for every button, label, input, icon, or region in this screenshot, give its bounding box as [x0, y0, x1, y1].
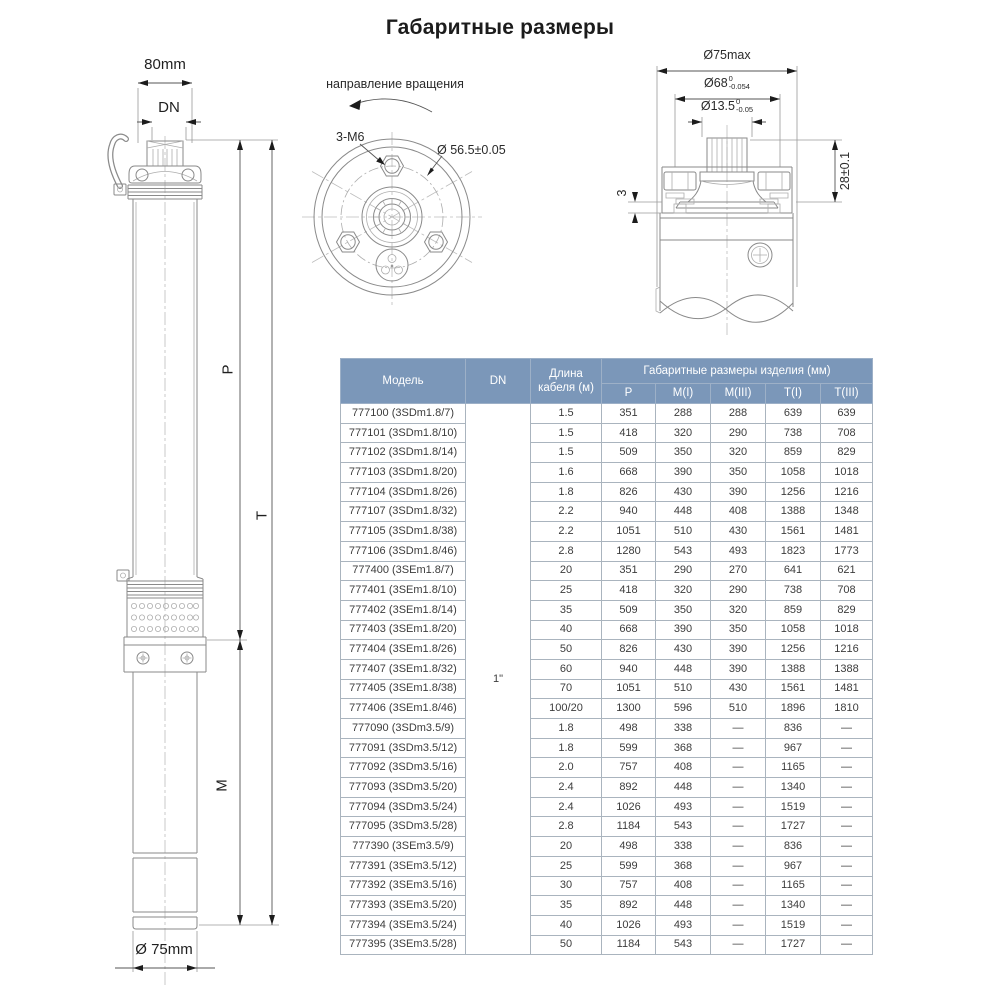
stud-bolt-right: [758, 172, 790, 213]
cell-cable: 30: [531, 876, 602, 896]
cell-p: 418: [602, 423, 656, 443]
cell-t3: 1810: [821, 699, 873, 719]
cell-t1: 1058: [766, 463, 821, 483]
cell-model: 777404 (3SEm1.8/26): [341, 640, 466, 660]
cell-m3: 290: [711, 423, 766, 443]
table-row: [341, 856, 873, 876]
cell-p: 757: [602, 758, 656, 778]
table-header-row-1: [341, 359, 873, 384]
cell-p: 892: [602, 896, 656, 916]
cell-m1: 448: [656, 502, 711, 522]
cell-cable: 40: [531, 620, 602, 640]
cell-m1: 320: [656, 581, 711, 601]
table-row: [341, 738, 873, 758]
cell-p: 1026: [602, 797, 656, 817]
table-row: [341, 699, 873, 719]
table-row: [341, 758, 873, 778]
cell-model: 777390 (3SEm3.5/9): [341, 837, 466, 857]
cell-m3: 288: [711, 404, 766, 424]
cell-m1: 510: [656, 679, 711, 699]
table-row: [341, 541, 873, 561]
cell-t1: 1388: [766, 659, 821, 679]
cell-p: 498: [602, 837, 656, 857]
cell-m3: 493: [711, 541, 766, 561]
cell-m3: 408: [711, 502, 766, 522]
cell-t3: 1018: [821, 620, 873, 640]
cell-m3: 350: [711, 463, 766, 483]
cell-model: 777393 (3SEm3.5/20): [341, 896, 466, 916]
cell-p: 668: [602, 463, 656, 483]
break-line: [660, 297, 793, 322]
cell-t1: 1561: [766, 522, 821, 542]
table-body: [341, 404, 873, 955]
cell-model: 777103 (3SDm1.8/20): [341, 463, 466, 483]
cell-t1: 1340: [766, 896, 821, 916]
table-row: [341, 443, 873, 463]
cell-t3: —: [821, 738, 873, 758]
cell-t1: 1896: [766, 699, 821, 719]
cell-t1: 967: [766, 856, 821, 876]
cell-cable: 1.8: [531, 482, 602, 502]
cell-p: 940: [602, 659, 656, 679]
cell-m1: 543: [656, 541, 711, 561]
cell-m3: 430: [711, 679, 766, 699]
cell-t1: 1388: [766, 502, 821, 522]
cell-cable: 2.2: [531, 522, 602, 542]
cell-t1: 738: [766, 423, 821, 443]
cell-model: 777107 (3SDm1.8/32): [341, 502, 466, 522]
table-row: [341, 915, 873, 935]
dim-label-m: M: [213, 779, 231, 792]
col-header-dn: DN: [466, 359, 531, 404]
cell-t3: —: [821, 817, 873, 837]
cell-model: 777394 (3SEm3.5/24): [341, 915, 466, 935]
cell-m3: 290: [711, 581, 766, 601]
table-row: [341, 581, 873, 601]
cell-t1: 1058: [766, 620, 821, 640]
cell-m3: 390: [711, 659, 766, 679]
cell-t3: 621: [821, 561, 873, 581]
cell-cable: 2.0: [531, 758, 602, 778]
cell-m3: —: [711, 935, 766, 955]
gap-3-label: 3: [615, 189, 629, 197]
cell-t1: 1256: [766, 482, 821, 502]
cell-m1: 288: [656, 404, 711, 424]
cell-model: 777102 (3SDm1.8/14): [341, 443, 466, 463]
cell-t1: 738: [766, 581, 821, 601]
cell-m1: 368: [656, 738, 711, 758]
cell-m1: 510: [656, 522, 711, 542]
cell-t3: 1348: [821, 502, 873, 522]
cell-cable: 25: [531, 581, 602, 601]
cell-cable: 100/20: [531, 699, 602, 719]
cell-cable: 35: [531, 600, 602, 620]
cell-m3: —: [711, 758, 766, 778]
table-row: [341, 463, 873, 483]
cell-p: 1026: [602, 915, 656, 935]
cell-cable: 2.4: [531, 778, 602, 798]
cell-model: 777395 (3SEm3.5/28): [341, 935, 466, 955]
cell-m3: —: [711, 797, 766, 817]
cell-m1: 408: [656, 758, 711, 778]
table-row: [341, 817, 873, 837]
cell-t3: —: [821, 719, 873, 739]
cell-m3: 270: [711, 561, 766, 581]
cell-m3: —: [711, 778, 766, 798]
table-row: [341, 837, 873, 857]
cell-t3: —: [821, 935, 873, 955]
cell-t1: 1165: [766, 758, 821, 778]
table-row: [341, 404, 873, 424]
cell-model: 777400 (3SEm1.8/7): [341, 561, 466, 581]
cell-p: 668: [602, 620, 656, 640]
cell-cable: 2.2: [531, 502, 602, 522]
cell-cable: 1.5: [531, 404, 602, 424]
cell-cable: 50: [531, 640, 602, 660]
cell-model: 777090 (3SDm3.5/9): [341, 719, 466, 739]
dia-68-value: Ø68: [704, 75, 728, 90]
cell-p: 1051: [602, 522, 656, 542]
cell-m1: 493: [656, 915, 711, 935]
cell-p: 1280: [602, 541, 656, 561]
cell-model: 777091 (3SDm3.5/12): [341, 738, 466, 758]
bolt-spec-label: 3-М6: [336, 130, 365, 144]
cell-model: 777391 (3SEm3.5/12): [341, 856, 466, 876]
table-row: [341, 797, 873, 817]
cell-model: 777104 (3SDm1.8/26): [341, 482, 466, 502]
cell-p: 892: [602, 778, 656, 798]
dia-75max-label: Ø75max: [703, 48, 751, 62]
table-row: [341, 719, 873, 739]
bolt-circle-label: Ø 56.5±0.05: [437, 143, 506, 157]
cell-p: 757: [602, 876, 656, 896]
cell-m1: 596: [656, 699, 711, 719]
cell-t3: 1481: [821, 679, 873, 699]
cell-model: 777407 (3SEm1.8/32): [341, 659, 466, 679]
cell-t3: —: [821, 797, 873, 817]
stud-bolt-left: [664, 172, 696, 213]
cell-model: 777403 (3SEm1.8/20): [341, 620, 466, 640]
dim-label-dn: DN: [158, 99, 180, 116]
cell-model: 777106 (3SDm1.8/46): [341, 541, 466, 561]
col-header-cable: Длина кабеля (м): [531, 359, 602, 404]
cell-m1: 390: [656, 620, 711, 640]
cell-p: 498: [602, 719, 656, 739]
cell-p: 826: [602, 482, 656, 502]
cell-m3: 430: [711, 522, 766, 542]
cell-model: 777094 (3SDm3.5/24): [341, 797, 466, 817]
table-row: [341, 896, 873, 916]
cell-t3: —: [821, 856, 873, 876]
col-header-t1: T(I): [766, 384, 821, 404]
cell-t3: 829: [821, 443, 873, 463]
cell-t3: 1216: [821, 640, 873, 660]
cell-t3: —: [821, 915, 873, 935]
cell-t1: 859: [766, 600, 821, 620]
cell-m3: —: [711, 738, 766, 758]
cell-p: 826: [602, 640, 656, 660]
cell-cable: 1.8: [531, 738, 602, 758]
cell-model: 777092 (3SDm3.5/16): [341, 758, 466, 778]
table-row: [341, 482, 873, 502]
cell-t3: 708: [821, 423, 873, 443]
cell-cable: 1.5: [531, 423, 602, 443]
cell-cable: 40: [531, 915, 602, 935]
cell-cable: 2.4: [531, 797, 602, 817]
cell-m3: —: [711, 856, 766, 876]
cell-p: 418: [602, 581, 656, 601]
col-header-model: Модель: [341, 359, 466, 404]
cell-m3: —: [711, 915, 766, 935]
cell-p: 1184: [602, 935, 656, 955]
col-header-m3: M(III): [711, 384, 766, 404]
cell-m3: —: [711, 837, 766, 857]
cell-t3: —: [821, 837, 873, 857]
cell-p: 509: [602, 443, 656, 463]
cell-p: 940: [602, 502, 656, 522]
cell-model: 777105 (3SDm1.8/38): [341, 522, 466, 542]
cell-t3: —: [821, 758, 873, 778]
dim-label-80mm: 80mm: [144, 56, 186, 73]
cell-m1: 350: [656, 443, 711, 463]
cell-model: 777095 (3SDm3.5/28): [341, 817, 466, 837]
cell-m1: 430: [656, 482, 711, 502]
cell-m1: 350: [656, 600, 711, 620]
cell-t3: 1388: [821, 659, 873, 679]
rotation-view-drawing: [280, 70, 520, 315]
cell-cable: 60: [531, 659, 602, 679]
cell-m1: 290: [656, 561, 711, 581]
cell-p: 599: [602, 856, 656, 876]
col-header-p: P: [602, 384, 656, 404]
cell-m1: 368: [656, 856, 711, 876]
cell-m3: 320: [711, 443, 766, 463]
cell-t3: 639: [821, 404, 873, 424]
cell-cable: 1.5: [531, 443, 602, 463]
cell-m1: 493: [656, 797, 711, 817]
cell-t1: 836: [766, 837, 821, 857]
cell-t1: 967: [766, 738, 821, 758]
cell-t3: 1481: [821, 522, 873, 542]
cell-m1: 448: [656, 778, 711, 798]
cell-cable: 20: [531, 837, 602, 857]
motor-casing: [660, 213, 793, 311]
cell-cable: 20: [531, 561, 602, 581]
dia-13-5-tolerance: 0 -0.05: [735, 97, 754, 114]
cell-t1: 859: [766, 443, 821, 463]
table-row: [341, 778, 873, 798]
cell-m1: 448: [656, 896, 711, 916]
cell-cable: 2.8: [531, 817, 602, 837]
cell-t3: 1216: [821, 482, 873, 502]
rotation-caption: направление вращения: [326, 77, 464, 91]
col-header-t3: T(III): [821, 384, 873, 404]
cell-t3: 829: [821, 600, 873, 620]
cell-t1: 1165: [766, 876, 821, 896]
cell-p: 1300: [602, 699, 656, 719]
dimensions-table: [340, 358, 873, 955]
cell-m3: 390: [711, 640, 766, 660]
dia-68-tolerance: 0 -0.054: [728, 74, 750, 91]
table-row: [341, 620, 873, 640]
cell-t3: —: [821, 778, 873, 798]
cell-cable: 1.6: [531, 463, 602, 483]
cell-p: 1051: [602, 679, 656, 699]
col-header-m1: M(I): [656, 384, 711, 404]
table-row: [341, 522, 873, 542]
pump-side-view-drawing: [95, 50, 310, 995]
cell-t1: 1519: [766, 915, 821, 935]
table-row: [341, 502, 873, 522]
cell-m1: 338: [656, 719, 711, 739]
cell-model: 777093 (3SDm3.5/20): [341, 778, 466, 798]
col-header-dims-group: Габаритные размеры изделия (мм): [602, 359, 873, 384]
cell-model: 777100 (3SDm1.8/7): [341, 404, 466, 424]
cell-model: 777101 (3SDm1.8/10): [341, 423, 466, 443]
cell-p: 1184: [602, 817, 656, 837]
table-row: [341, 876, 873, 896]
cell-t1: 1519: [766, 797, 821, 817]
cell-t1: 1561: [766, 679, 821, 699]
cell-t1: 1340: [766, 778, 821, 798]
table-row: [341, 640, 873, 660]
cell-m1: 543: [656, 935, 711, 955]
cell-model: 777401 (3SEm1.8/10): [341, 581, 466, 601]
cell-m1: 320: [656, 423, 711, 443]
cell-m3: 350: [711, 620, 766, 640]
dim-label-75mm: Ø 75mm: [135, 941, 193, 958]
cell-t3: 1773: [821, 541, 873, 561]
cell-m3: 510: [711, 699, 766, 719]
cell-m3: —: [711, 896, 766, 916]
cell-t3: 708: [821, 581, 873, 601]
cell-cable: 25: [531, 856, 602, 876]
cell-t3: —: [821, 876, 873, 896]
cell-m3: 390: [711, 482, 766, 502]
cell-model: 777402 (3SEm1.8/14): [341, 600, 466, 620]
cell-model: 777392 (3SEm3.5/16): [341, 876, 466, 896]
cell-m3: —: [711, 876, 766, 896]
cell-model: 777406 (3SEm1.8/46): [341, 699, 466, 719]
cell-t1: 1727: [766, 935, 821, 955]
cell-m1: 430: [656, 640, 711, 660]
table-row: [341, 600, 873, 620]
cell-m1: 390: [656, 463, 711, 483]
cell-cable: 35: [531, 896, 602, 916]
cell-m1: 408: [656, 876, 711, 896]
cell-t3: —: [821, 896, 873, 916]
cell-t3: 1018: [821, 463, 873, 483]
dia-13-5-value: Ø13.5: [700, 98, 735, 113]
table-row: [341, 679, 873, 699]
table-row: [341, 935, 873, 955]
cell-t1: 639: [766, 404, 821, 424]
cell-t1: 1823: [766, 541, 821, 561]
cell-dn: 1": [466, 404, 531, 955]
cell-p: 351: [602, 404, 656, 424]
dia-13-5-label: [662, 98, 792, 114]
page-title: Габаритные размеры: [385, 16, 615, 39]
cell-m1: 338: [656, 837, 711, 857]
dim-label-t: T: [253, 510, 271, 521]
cell-m3: —: [711, 719, 766, 739]
table-row: [341, 561, 873, 581]
cell-p: 599: [602, 738, 656, 758]
cell-cable: 50: [531, 935, 602, 955]
cell-m3: 320: [711, 600, 766, 620]
cell-m3: —: [711, 817, 766, 837]
cell-m1: 448: [656, 659, 711, 679]
cell-cable: 2.8: [531, 541, 602, 561]
height-28-label: 28±0.1: [838, 151, 852, 191]
table-row: [341, 659, 873, 679]
table-row: [341, 423, 873, 443]
cell-model: 777405 (3SEm1.8/38): [341, 679, 466, 699]
cell-p: 351: [602, 561, 656, 581]
cell-t1: 1727: [766, 817, 821, 837]
cell-cable: 1.8: [531, 719, 602, 739]
cell-t1: 1256: [766, 640, 821, 660]
dim-label-p: P: [219, 364, 237, 375]
cell-cable: 70: [531, 679, 602, 699]
cell-m1: 543: [656, 817, 711, 837]
cell-t1: 641: [766, 561, 821, 581]
dia-68-label: [662, 75, 792, 91]
cell-p: 509: [602, 600, 656, 620]
rotation-arrow: [352, 99, 432, 112]
cell-t1: 836: [766, 719, 821, 739]
